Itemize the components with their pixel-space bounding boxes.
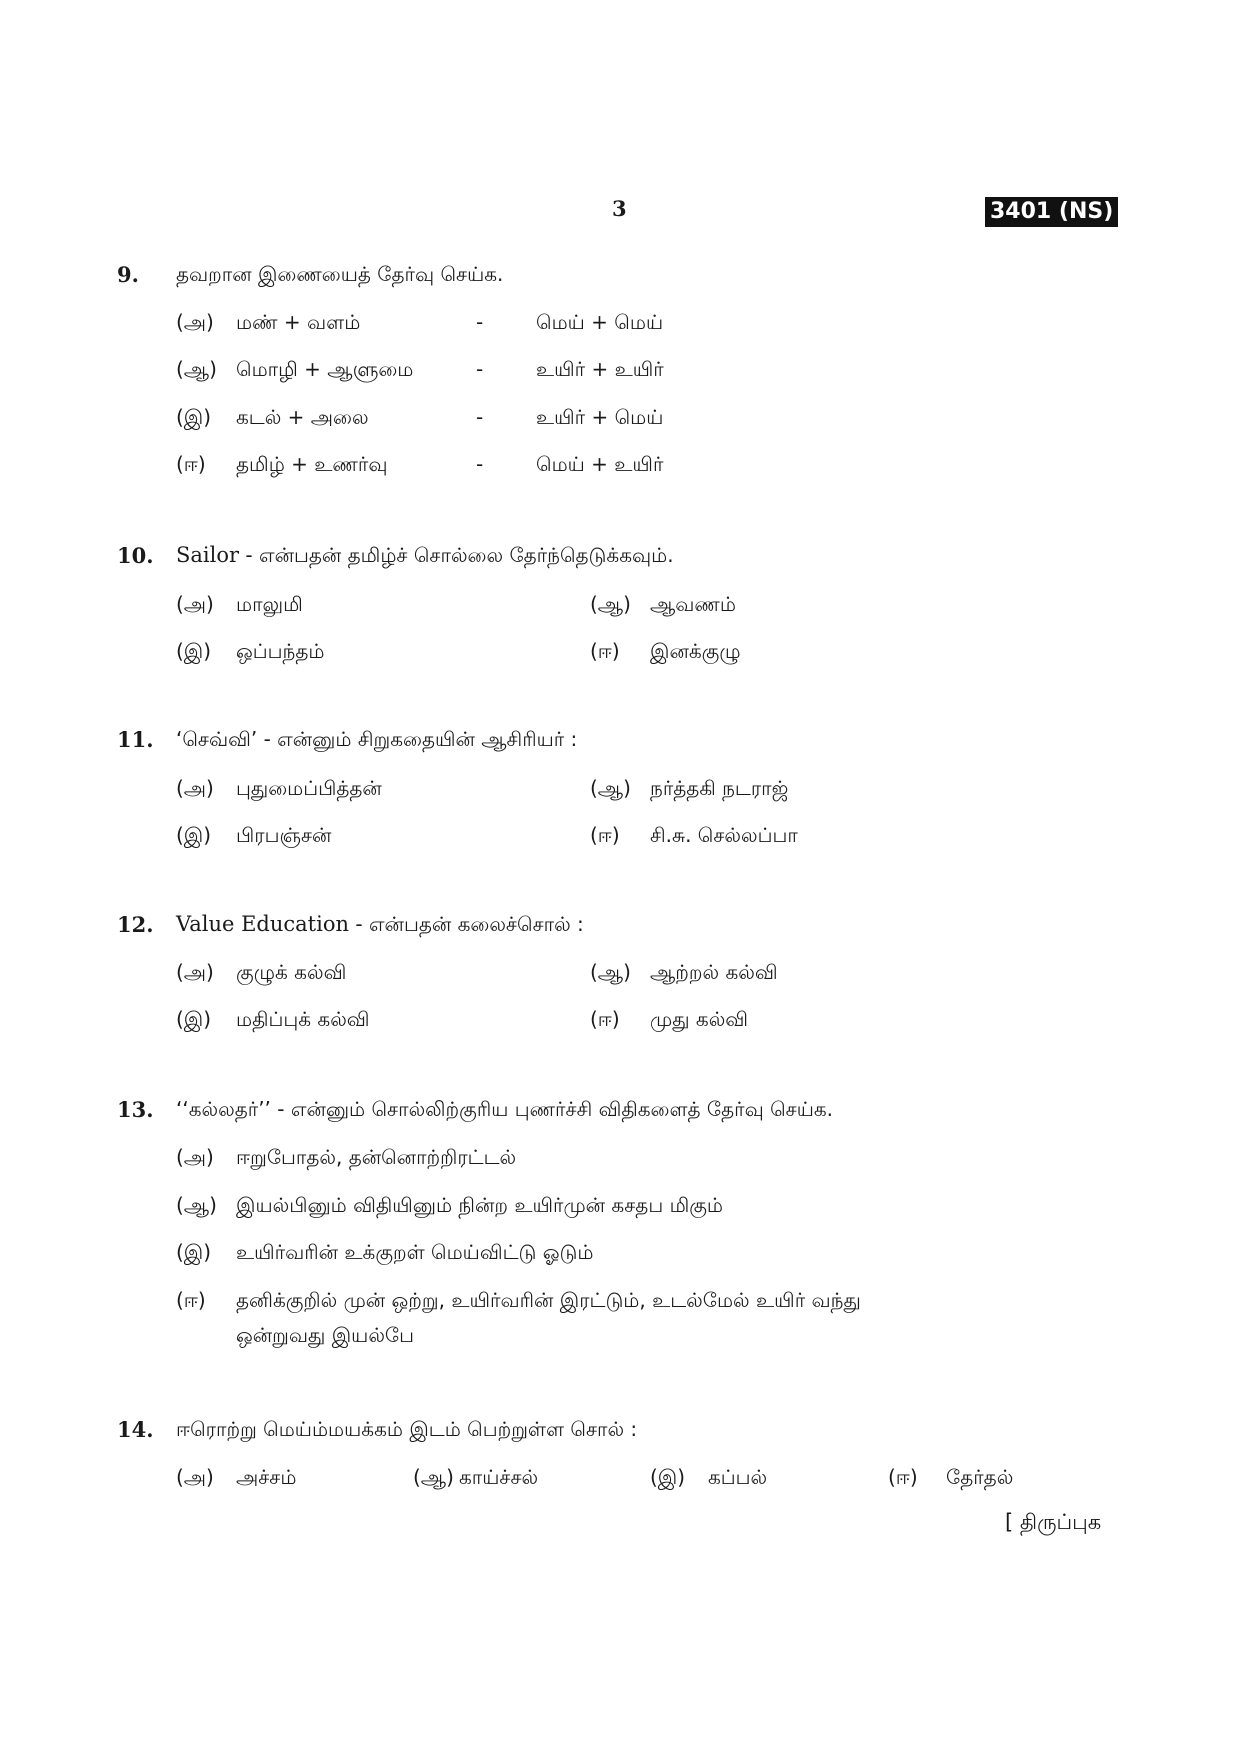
option-label: (இ) bbox=[176, 639, 212, 663]
page-number: 3 bbox=[612, 196, 627, 221]
option-label: (ஆ) bbox=[413, 1465, 454, 1489]
question-text bbox=[176, 912, 584, 939]
option-text: உயிர்வரின் உக்குறள் மெய்விட்டு ஓடும் bbox=[236, 1240, 594, 1264]
option-text: பிரபஞ்சன் bbox=[236, 823, 332, 847]
option-label: (ஈ) bbox=[590, 1007, 620, 1031]
question-text: தவறான இணையைத் தேர்வு செய்க. bbox=[176, 262, 504, 286]
option-label: (அ) bbox=[176, 960, 214, 984]
option-text: தேர்தல் bbox=[946, 1465, 1014, 1489]
option-text: மாலுமி bbox=[236, 592, 303, 616]
option-text: ஒப்பந்தம் bbox=[236, 639, 325, 663]
option-label: (ஆ) bbox=[590, 592, 631, 616]
option-text: காய்ச்சல் bbox=[459, 1465, 539, 1489]
option-label: (ஆ) bbox=[590, 960, 631, 984]
option-text: இனக்குழு bbox=[650, 639, 741, 663]
option-label: (அ) bbox=[176, 1465, 214, 1489]
option-text: அச்சம் bbox=[236, 1465, 297, 1489]
option-text: முது கல்வி bbox=[650, 1007, 749, 1031]
question-number: 10. bbox=[117, 543, 154, 568]
option-label: (ஈ) bbox=[176, 1288, 206, 1312]
question-text: ‘செவ்வி’ - என்னும் சிறுகதையின் ஆசிரியர் : bbox=[176, 727, 578, 751]
option-text: நர்த்தகி நடராஜ் bbox=[650, 776, 789, 800]
option-separator: - bbox=[476, 310, 484, 334]
question-number: 13. bbox=[117, 1097, 154, 1122]
option-text: தனிக்குறில் முன் ஒற்று, உயிர்வரின் இரட்டும், உடல்மேல் உயிர் வந்து bbox=[236, 1288, 861, 1312]
option-label: (அ) bbox=[176, 592, 214, 616]
option-label: (ஈ) bbox=[176, 452, 206, 476]
option-text: ஈறுபோதல், தன்னொற்றிரட்டல் bbox=[236, 1145, 517, 1169]
question-number: 14. bbox=[117, 1417, 154, 1442]
turn-over-note: [ திருப்புக bbox=[1005, 1510, 1102, 1534]
question-text: ‘‘கல்லதர்’’ - என்னும் சொல்லிற்குரிய புணர்ச்சி விதிகளைத் தேர்வு செய்க. bbox=[176, 1097, 834, 1121]
option-label: (இ) bbox=[176, 1240, 212, 1264]
option-right: மெய் + மெய் bbox=[536, 310, 664, 334]
option-text: ஆவணம் bbox=[650, 592, 736, 616]
option-text: இயல்பினும் விதியினும் நின்ற உயிர்முன் கசதப மிகும் bbox=[236, 1193, 724, 1217]
option-right: உயிர் + உயிர் bbox=[536, 357, 664, 381]
option-label: (இ) bbox=[176, 823, 212, 847]
option-text: புதுமைப்பித்தன் bbox=[236, 776, 382, 800]
option-left: மொழி + ஆளுமை bbox=[236, 357, 414, 381]
question-text-rest: - என்பதன் கலைச்சொல் : bbox=[349, 912, 584, 936]
option-left: கடல் + அலை bbox=[236, 405, 369, 429]
question-number: 12. bbox=[117, 912, 154, 937]
option-separator: - bbox=[476, 452, 484, 476]
option-label: (இ) bbox=[650, 1465, 686, 1489]
question-number: 11. bbox=[117, 727, 154, 752]
option-left: தமிழ் + உணர்வு bbox=[236, 452, 388, 476]
question-term: Value Education bbox=[176, 912, 350, 936]
option-text: சி.சு. செல்லப்பா bbox=[650, 823, 798, 847]
option-text: குழுக் கல்வி bbox=[236, 960, 347, 984]
option-label: (அ) bbox=[176, 310, 214, 334]
option-text: ஆற்றல் கல்வி bbox=[650, 960, 778, 984]
question-number: 9. bbox=[117, 262, 139, 287]
option-right: உயிர் + மெய் bbox=[536, 405, 664, 429]
paper-code-badge: 3401 (NS) bbox=[985, 197, 1118, 227]
option-label: (ஆ) bbox=[176, 357, 217, 381]
option-text: கப்பல் bbox=[708, 1465, 768, 1489]
option-label: (அ) bbox=[176, 1145, 214, 1169]
question-text bbox=[176, 543, 674, 570]
option-separator: - bbox=[476, 357, 484, 381]
option-separator: - bbox=[476, 405, 484, 429]
question-text: ஈரொற்று மெய்ம்மயக்கம் இடம் பெற்றுள்ள சொல் : bbox=[176, 1417, 638, 1441]
option-left: மண் + வளம் bbox=[236, 310, 361, 334]
option-right: மெய் + உயிர் bbox=[536, 452, 664, 476]
option-label: (ஈ) bbox=[590, 639, 620, 663]
option-label: (இ) bbox=[176, 1007, 212, 1031]
option-label: (அ) bbox=[176, 776, 214, 800]
option-label: (ஆ) bbox=[176, 1193, 217, 1217]
option-label: (ஈ) bbox=[590, 823, 620, 847]
option-label: (இ) bbox=[176, 405, 212, 429]
option-label: (ஈ) bbox=[888, 1465, 918, 1489]
option-text-continued: ஒன்றுவது இயல்பே bbox=[236, 1323, 414, 1347]
option-label: (ஆ) bbox=[590, 776, 631, 800]
question-term: Sailor bbox=[176, 543, 240, 567]
question-text-rest: - என்பதன் தமிழ்ச் சொல்லை தேர்ந்தெடுக்கவும். bbox=[239, 543, 674, 567]
option-text: மதிப்புக் கல்வி bbox=[236, 1007, 370, 1031]
